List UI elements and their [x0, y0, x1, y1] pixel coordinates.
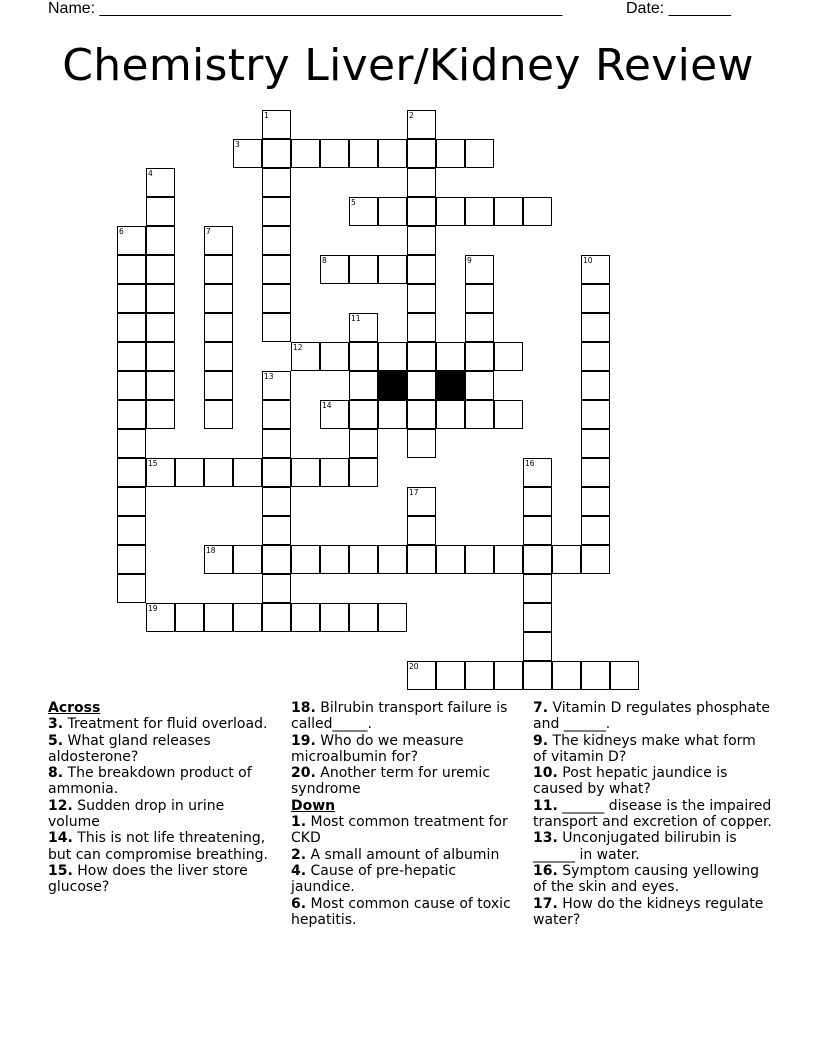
grid-cell[interactable] [262, 284, 291, 313]
grid-cell[interactable] [320, 603, 349, 632]
cell-number: 16 [525, 459, 535, 468]
grid-cell[interactable] [407, 284, 436, 313]
grid-cell[interactable] [581, 661, 610, 690]
grid-cell[interactable] [378, 400, 407, 429]
clue-text: Vitamin D regulates phosphate and ______. [533, 700, 771, 733]
clue-text: Most common treatment for CKD [291, 814, 508, 847]
grid-cell[interactable] [262, 545, 291, 574]
clue-number: 13. [533, 830, 558, 847]
grid-cell[interactable] [610, 661, 639, 690]
grid-cell[interactable] [146, 458, 175, 487]
cell-number: 19 [148, 604, 158, 613]
grid-cell[interactable] [117, 545, 146, 574]
cell-number: 17 [409, 488, 419, 497]
grid-cell[interactable] [552, 661, 581, 690]
cell-number: 10 [583, 256, 593, 265]
grid-cell[interactable] [349, 342, 378, 371]
clue-number: 14. [48, 830, 73, 847]
grid-cell[interactable] [349, 429, 378, 458]
grid-cell[interactable] [523, 458, 552, 487]
grid-cell[interactable] [407, 400, 436, 429]
grid-cell[interactable] [204, 342, 233, 371]
grid-cell[interactable] [407, 516, 436, 545]
grid-cell[interactable] [117, 255, 146, 284]
clue-number: 1. [291, 814, 307, 831]
grid-cell[interactable] [117, 400, 146, 429]
cell-number: 1 [264, 111, 269, 120]
grid-cell[interactable] [262, 603, 291, 632]
grid-cell[interactable] [552, 545, 581, 574]
grid-cell[interactable] [262, 574, 291, 603]
clue-text: Post hepatic jaundice is caused by what? [533, 765, 728, 798]
clue-number: 5. [48, 732, 64, 749]
clue-number: 8. [48, 765, 64, 782]
clue-text: This is not life threatening, but can compromise breathing. [48, 830, 268, 863]
clue-across-3 [48, 716, 280, 732]
grid-cell[interactable] [378, 603, 407, 632]
grid-cell[interactable] [494, 661, 523, 690]
grid-cell[interactable] [378, 197, 407, 226]
grid-cell[interactable] [204, 284, 233, 313]
grid-cell[interactable] [320, 255, 349, 284]
grid-cell[interactable] [436, 545, 465, 574]
grid-cell[interactable] [523, 632, 552, 661]
grid-cell[interactable] [349, 197, 378, 226]
name-field-line: Name: ____________________________________________________ [48, 0, 563, 17]
grid-cell[interactable] [407, 197, 436, 226]
grid-cell[interactable] [581, 313, 610, 342]
grid-cell[interactable] [117, 284, 146, 313]
grid-cell[interactable] [581, 458, 610, 487]
clue-across-14 [48, 830, 280, 863]
grid-cell[interactable] [465, 313, 494, 342]
grid-cell[interactable] [291, 139, 320, 168]
clue-across-5 [48, 733, 280, 766]
clues-column-3 [533, 700, 773, 928]
clue-across-19 [291, 733, 523, 766]
grid-cell[interactable] [581, 284, 610, 313]
grid-cell[interactable] [233, 458, 262, 487]
grid-cell[interactable] [117, 516, 146, 545]
grid-cell[interactable] [117, 574, 146, 603]
grid-cell[interactable] [320, 400, 349, 429]
grid-cell[interactable] [523, 487, 552, 516]
grid-cell[interactable] [204, 400, 233, 429]
grid-cell[interactable] [204, 255, 233, 284]
clue-across-15 [48, 863, 280, 896]
across-heading: Across [48, 700, 101, 716]
blocked-cell [378, 371, 407, 400]
grid-cell[interactable] [378, 255, 407, 284]
down-heading: Down [291, 797, 336, 814]
grid-cell[interactable] [581, 545, 610, 574]
clues-column-1 [48, 700, 280, 896]
clue-text: Who do we measure microalbumin for? [291, 732, 464, 765]
clue-text: How does the liver store glucose? [48, 862, 248, 896]
grid-cell[interactable] [581, 400, 610, 429]
clue-text: Most common cause of toxic hepatitis. [291, 895, 511, 928]
grid-cell[interactable] [523, 516, 552, 545]
clue-down-6 [291, 896, 523, 929]
grid-cell[interactable] [581, 255, 610, 284]
grid-cell[interactable] [581, 342, 610, 371]
grid-cell[interactable] [465, 342, 494, 371]
grid-cell[interactable] [349, 139, 378, 168]
grid-cell[interactable] [378, 139, 407, 168]
grid-cell[interactable] [204, 603, 233, 632]
clue-number: 12. [48, 797, 73, 814]
grid-cell[interactable] [117, 371, 146, 400]
cell-number: 4 [148, 169, 153, 178]
clue-text: The kidneys make what form of vitamin D? [533, 732, 756, 765]
clue-number: 11. [533, 797, 558, 814]
grid-cell[interactable] [204, 371, 233, 400]
grid-cell[interactable] [320, 342, 349, 371]
grid-cell[interactable] [146, 168, 175, 197]
clue-across-20 [291, 765, 523, 798]
grid-cell[interactable] [494, 342, 523, 371]
grid-cell[interactable] [407, 313, 436, 342]
grid-cell[interactable] [291, 342, 320, 371]
clue-number: 7. [533, 700, 549, 716]
grid-cell[interactable] [117, 342, 146, 371]
grid-cell[interactable] [581, 487, 610, 516]
clue-number: 4. [291, 862, 307, 879]
cell-number: 8 [322, 256, 327, 265]
grid-cell[interactable] [204, 545, 233, 574]
grid-cell[interactable] [407, 168, 436, 197]
grid-cell[interactable] [262, 168, 291, 197]
grid-cell[interactable] [204, 313, 233, 342]
grid-cell[interactable] [117, 487, 146, 516]
grid-cell[interactable] [523, 574, 552, 603]
clue-text: Unconjugated bilirubin is ______ in water. [533, 830, 737, 863]
grid-cell[interactable] [523, 661, 552, 690]
cell-number: 2 [409, 111, 414, 120]
grid-cell[interactable] [320, 458, 349, 487]
grid-cell[interactable] [204, 226, 233, 255]
clue-number: 19. [291, 732, 316, 749]
clue-down-9 [533, 733, 773, 766]
grid-cell[interactable] [262, 197, 291, 226]
grid-cell[interactable] [378, 342, 407, 371]
clue-number: 20. [291, 765, 316, 782]
cell-number: 13 [264, 372, 274, 381]
grid-cell[interactable] [262, 516, 291, 545]
clue-down-10 [533, 765, 773, 798]
clue-text: ______ disease is the impaired transport and excretion of copper. [533, 797, 772, 831]
grid-cell[interactable] [436, 661, 465, 690]
grid-cell[interactable] [494, 545, 523, 574]
grid-cell[interactable] [175, 603, 204, 632]
grid-cell[interactable] [436, 139, 465, 168]
grid-cell[interactable] [262, 458, 291, 487]
grid-cell[interactable] [291, 603, 320, 632]
grid-cell[interactable] [436, 342, 465, 371]
grid-cell[interactable] [262, 139, 291, 168]
grid-cell[interactable] [407, 661, 436, 690]
grid-cell[interactable] [262, 110, 291, 139]
clue-number: 10. [533, 765, 558, 782]
clues-column-2 [291, 700, 523, 928]
grid-cell[interactable] [262, 255, 291, 284]
grid-cell[interactable] [117, 429, 146, 458]
grid-cell[interactable] [407, 342, 436, 371]
grid-cell[interactable] [262, 400, 291, 429]
cell-number: 5 [351, 198, 356, 207]
clue-text: Another term for uremic syndrome [291, 765, 491, 798]
grid-cell[interactable] [146, 371, 175, 400]
grid-cell[interactable] [407, 255, 436, 284]
grid-cell[interactable] [407, 487, 436, 516]
clue-number: 16. [533, 862, 558, 879]
grid-cell[interactable] [233, 603, 262, 632]
grid-cell[interactable] [465, 545, 494, 574]
grid-cell[interactable] [407, 371, 436, 400]
clue-across-8 [48, 765, 280, 798]
grid-cell[interactable] [436, 400, 465, 429]
cell-number: 20 [409, 662, 419, 671]
grid-cell[interactable] [204, 458, 233, 487]
clue-text: Treatment for fluid overload. [67, 716, 268, 733]
clue-number: 2. [291, 846, 307, 863]
date-field-line: Date: _______ [626, 0, 731, 17]
grid-cell[interactable] [117, 313, 146, 342]
cell-number: 15 [148, 459, 158, 468]
grid-cell[interactable] [117, 458, 146, 487]
clue-number: 15. [48, 862, 73, 879]
clue-down-17 [533, 896, 773, 929]
clue-down-4 [291, 863, 523, 896]
grid-cell[interactable] [349, 603, 378, 632]
grid-cell[interactable] [494, 400, 523, 429]
clue-number: 6. [291, 895, 307, 912]
grid-cell[interactable] [407, 139, 436, 168]
grid-cell[interactable] [581, 516, 610, 545]
grid-cell[interactable] [291, 458, 320, 487]
page-title: Chemistry Liver/Kidney Review [62, 40, 754, 91]
grid-cell[interactable] [146, 342, 175, 371]
clue-number: 17. [533, 895, 558, 912]
grid-cell[interactable] [262, 487, 291, 516]
grid-cell[interactable] [349, 313, 378, 342]
grid-cell[interactable] [349, 545, 378, 574]
grid-cell[interactable] [146, 226, 175, 255]
cell-number: 9 [467, 256, 472, 265]
grid-cell[interactable] [523, 603, 552, 632]
grid-cell[interactable] [407, 110, 436, 139]
grid-cell[interactable] [146, 603, 175, 632]
cell-number: 11 [351, 314, 361, 323]
cell-number: 3 [235, 140, 240, 149]
grid-cell[interactable] [465, 255, 494, 284]
clue-text: How do the kidneys regulate water? [533, 895, 764, 928]
grid-cell[interactable] [320, 545, 349, 574]
blocked-cell [436, 371, 465, 400]
clue-number: 18. [291, 700, 316, 716]
grid-cell[interactable] [523, 197, 552, 226]
grid-cell[interactable] [436, 197, 465, 226]
clue-down-16 [533, 863, 773, 896]
grid-cell[interactable] [146, 400, 175, 429]
grid-cell[interactable] [465, 371, 494, 400]
cell-number: 18 [206, 546, 216, 555]
clue-down-11 [533, 798, 773, 831]
grid-cell[interactable] [233, 139, 262, 168]
grid-cell[interactable] [146, 255, 175, 284]
grid-cell[interactable] [262, 226, 291, 255]
clue-down-13 [533, 830, 773, 863]
clue-across-18 [291, 700, 523, 733]
grid-cell[interactable] [233, 545, 262, 574]
grid-cell[interactable] [146, 284, 175, 313]
grid-cell[interactable] [465, 661, 494, 690]
clue-text: The breakdown product of ammonia. [48, 765, 252, 798]
clue-down-2 [291, 847, 523, 863]
grid-cell[interactable] [320, 139, 349, 168]
grid-cell[interactable] [349, 371, 378, 400]
grid-cell[interactable] [349, 400, 378, 429]
grid-cell[interactable] [349, 458, 378, 487]
grid-cell[interactable] [146, 313, 175, 342]
cell-number: 7 [206, 227, 211, 236]
grid-cell[interactable] [146, 197, 175, 226]
clue-text: A small amount of albumin [310, 846, 500, 863]
cell-number: 12 [293, 343, 303, 352]
clue-text: What gland releases aldosterone? [48, 732, 211, 765]
grid-cell[interactable] [494, 197, 523, 226]
clue-text: Symptom causing yellowing of the skin and eyes. [533, 862, 759, 896]
clue-down-1 [291, 814, 523, 847]
grid-cell[interactable] [523, 545, 552, 574]
grid-cell[interactable] [349, 255, 378, 284]
clue-text: Cause of pre-hepatic jaundice. [291, 862, 457, 896]
clue-down-7 [533, 700, 773, 733]
grid-cell[interactable] [581, 371, 610, 400]
grid-cell[interactable] [262, 313, 291, 342]
grid-cell[interactable] [175, 458, 204, 487]
grid-cell[interactable] [581, 429, 610, 458]
clue-text: Bilrubin transport failure is called_____. [291, 700, 508, 733]
grid-cell[interactable] [291, 545, 320, 574]
grid-cell[interactable] [407, 545, 436, 574]
clue-number: 3. [48, 716, 64, 733]
grid-cell[interactable] [117, 226, 146, 255]
grid-cell[interactable] [465, 139, 494, 168]
grid-cell[interactable] [465, 197, 494, 226]
grid-cell[interactable] [262, 429, 291, 458]
clue-text: Sudden drop in urine volume [48, 797, 225, 831]
grid-cell[interactable] [262, 371, 291, 400]
grid-cell[interactable] [407, 429, 436, 458]
grid-cell[interactable] [407, 226, 436, 255]
grid-cell[interactable] [465, 400, 494, 429]
clue-number: 9. [533, 732, 549, 749]
clue-across-12 [48, 798, 280, 831]
cell-number: 14 [322, 401, 332, 410]
grid-cell[interactable] [378, 545, 407, 574]
cell-number: 6 [119, 227, 124, 236]
grid-cell[interactable] [465, 284, 494, 313]
